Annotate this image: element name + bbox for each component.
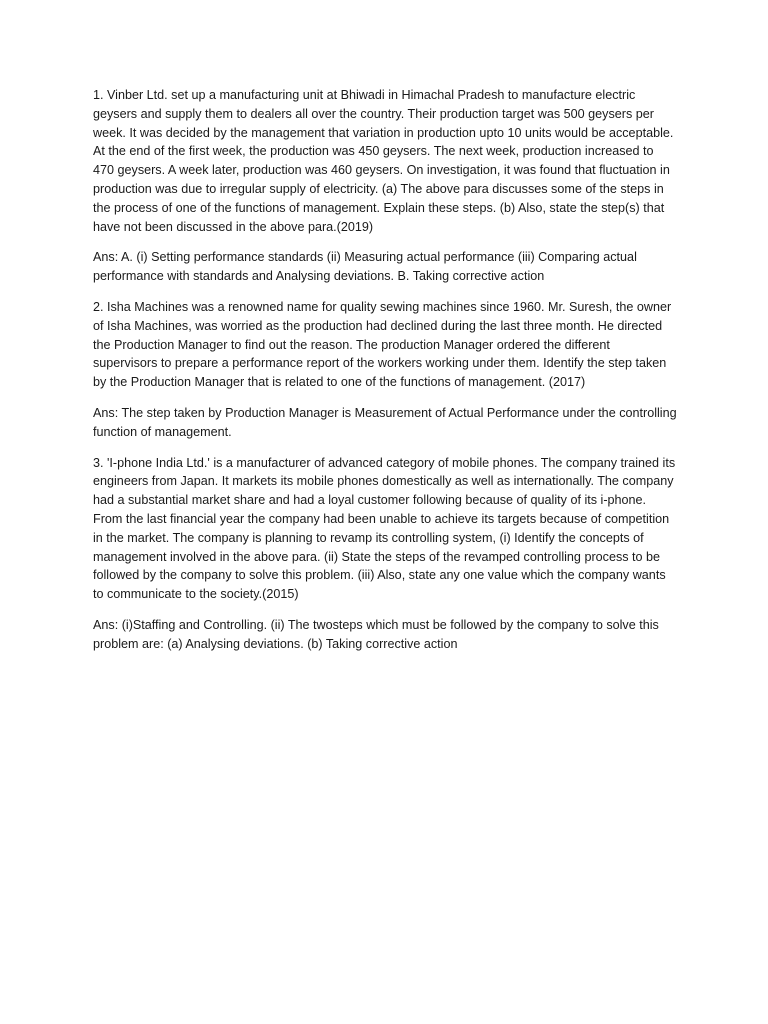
document-body xyxy=(93,86,677,666)
answer-3: Ans: (i)Staffing and Controlling. (ii) The twosteps which must be followed by the company to solve this problem are: (a) Analysing deviations. (b) Taking corrective action xyxy=(93,617,659,651)
answer-1: Ans: A. (i) Setting performance standards (ii) Measuring actual performance (iii) Comparing actual performance with standards and Analysing deviations. B. Taking corrective action xyxy=(93,250,637,284)
question-3: 3. 'I-phone India Ltd.' is a manufacturer of advanced category of mobile phones. The company trained its engineers from Japan. It markets its mobile phones domestically as well as internationally. The company had a substantial market share and had a loyal customer following because of quality of its i-phone. From the last financial year the company had been unable to achieve its targets because of competition in the market. The company is planning to revamp its controlling system, (i) Identify the concepts of management involved in the above para. (ii) State the steps of the revamped controlling process to be followed by the company to solve this problem. (iii) Also, state any one value which the company wants to communicate to the society.(2015) xyxy=(93,455,676,602)
question-2: 2. Isha Machines was a renowned name for quality sewing machines since 1960. Mr. Suresh, the owner of Isha Machines, was worried as the production had declined during the last three month. He directed the Production Manager to find out the reason. The production Manager ordered the different supervisors to prepare a performance report of the workers working under them. Identify the step taken by the Production Manager that is related to one of the functions of management. (2017) xyxy=(93,299,672,390)
question-1: 1. Vinber Ltd. set up a manufacturing unit at Bhiwadi in Himachal Pradesh to manufacture electric geysers and supply them to dealers all over the country. Their production target was 500 geysers per week. It was decided by the management that variation in production upto 10 units would be acceptable. At the end of the first week, the production was 450 geysers. The next week, production increased to 470 geysers. A week later, production was 460 geysers. On investigation, it was found that fluctuation in production was due to irregular supply of electricity. (a) The above para discusses some of the steps in the process of one of the functions of management. Explain these steps. (b) Also, state the step(s) that have not been discussed in the above para.(2019) xyxy=(93,88,674,234)
answer-2: Ans: The step taken by Production Manager is Measurement of Actual Performance under the controlling function of management. xyxy=(93,405,677,439)
